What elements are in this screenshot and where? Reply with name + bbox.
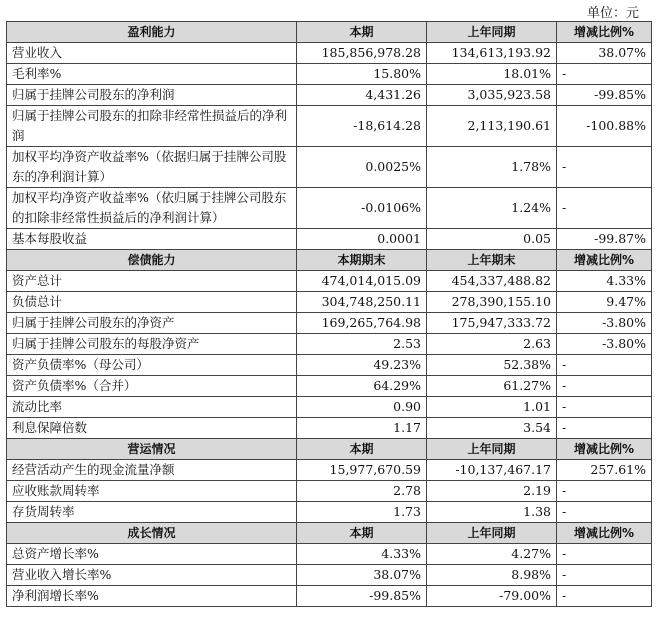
previous-value: 3.54 bbox=[427, 418, 557, 439]
row-label: 经营活动产生的现金流量净额 bbox=[7, 460, 297, 481]
change-ratio: - bbox=[557, 544, 652, 565]
change-ratio: - bbox=[557, 397, 652, 418]
previous-value: 2,113,190.61 bbox=[427, 106, 557, 147]
change-ratio: -3.80% bbox=[557, 313, 652, 334]
previous-value: 1.78% bbox=[427, 147, 557, 188]
previous-value: 1.24% bbox=[427, 188, 557, 229]
row-label: 资产总计 bbox=[7, 271, 297, 292]
change-ratio: - bbox=[557, 481, 652, 502]
previous-value: -79.00% bbox=[427, 586, 557, 607]
column-header: 上年同期 bbox=[427, 523, 557, 544]
table-body bbox=[7, 22, 652, 607]
current-value: 304,748,250.11 bbox=[297, 292, 427, 313]
table-row bbox=[7, 292, 652, 313]
table-row bbox=[7, 147, 652, 188]
change-ratio: - bbox=[557, 586, 652, 607]
current-value: 15,977,670.59 bbox=[297, 460, 427, 481]
row-label: 存货周转率 bbox=[7, 502, 297, 523]
section-header-row bbox=[7, 22, 652, 43]
change-ratio: -99.87% bbox=[557, 229, 652, 250]
previous-value: 18.01% bbox=[427, 64, 557, 85]
row-label: 基本每股收益 bbox=[7, 229, 297, 250]
table-row bbox=[7, 334, 652, 355]
change-ratio: - bbox=[557, 418, 652, 439]
row-label: 资产负债率%（母公司） bbox=[7, 355, 297, 376]
current-value: -0.0106% bbox=[297, 188, 427, 229]
change-ratio: - bbox=[557, 376, 652, 397]
table-row bbox=[7, 188, 652, 229]
column-header: 本期 bbox=[297, 523, 427, 544]
row-label: 资产负债率%（合并） bbox=[7, 376, 297, 397]
row-label: 应收账款周转率 bbox=[7, 481, 297, 502]
current-value: -18,614.28 bbox=[297, 106, 427, 147]
current-value: 0.0001 bbox=[297, 229, 427, 250]
column-header: 增减比例% bbox=[557, 523, 652, 544]
change-ratio: - bbox=[557, 565, 652, 586]
previous-value: 8.98% bbox=[427, 565, 557, 586]
table-row bbox=[7, 43, 652, 64]
change-ratio: - bbox=[557, 147, 652, 188]
column-header: 上年同期 bbox=[427, 439, 557, 460]
row-label: 营业收入 bbox=[7, 43, 297, 64]
change-ratio: 257.61% bbox=[557, 460, 652, 481]
column-header: 成长情况 bbox=[7, 523, 297, 544]
change-ratio: 38.07% bbox=[557, 43, 652, 64]
current-value: 38.07% bbox=[297, 565, 427, 586]
row-label: 加权平均净资产收益率%（依据归属于挂牌公司股东的净利润计算） bbox=[7, 147, 297, 188]
current-value: 15.80% bbox=[297, 64, 427, 85]
change-ratio: - bbox=[557, 188, 652, 229]
table-row bbox=[7, 397, 652, 418]
current-value: 2.78 bbox=[297, 481, 427, 502]
section-header-row bbox=[7, 250, 652, 271]
table-row bbox=[7, 271, 652, 292]
row-label: 归属于挂牌公司股东的净资产 bbox=[7, 313, 297, 334]
row-label: 归属于挂牌公司股东的每股净资产 bbox=[7, 334, 297, 355]
column-header: 上年同期 bbox=[427, 22, 557, 43]
previous-value: 2.19 bbox=[427, 481, 557, 502]
current-value: 1.17 bbox=[297, 418, 427, 439]
section-header-row bbox=[7, 523, 652, 544]
change-ratio: -3.80% bbox=[557, 334, 652, 355]
previous-value: 0.05 bbox=[427, 229, 557, 250]
table-row bbox=[7, 355, 652, 376]
table-row bbox=[7, 64, 652, 85]
current-value: 4,431.26 bbox=[297, 85, 427, 106]
change-ratio: - bbox=[557, 502, 652, 523]
previous-value: -10,137,467.17 bbox=[427, 460, 557, 481]
financial-indicators-table bbox=[6, 21, 652, 607]
change-ratio: - bbox=[557, 355, 652, 376]
unit-label: 单位：元 bbox=[586, 6, 639, 21]
row-label: 毛利率% bbox=[7, 64, 297, 85]
column-header: 盈利能力 bbox=[7, 22, 297, 43]
table-row bbox=[7, 502, 652, 523]
change-ratio: - bbox=[557, 64, 652, 85]
current-value: -99.85% bbox=[297, 586, 427, 607]
column-header: 上年期末 bbox=[427, 250, 557, 271]
table-row bbox=[7, 376, 652, 397]
previous-value: 4.27% bbox=[427, 544, 557, 565]
current-value: 185,856,978.28 bbox=[297, 43, 427, 64]
previous-value: 61.27% bbox=[427, 376, 557, 397]
previous-value: 134,613,193.92 bbox=[427, 43, 557, 64]
row-label: 归属于挂牌公司股东的扣除非经常性损益后的净利润 bbox=[7, 106, 297, 147]
previous-value: 175,947,333.72 bbox=[427, 313, 557, 334]
table-row bbox=[7, 313, 652, 334]
current-value: 474,014,015.09 bbox=[297, 271, 427, 292]
row-label: 利息保障倍数 bbox=[7, 418, 297, 439]
row-label: 净利润增长率% bbox=[7, 586, 297, 607]
row-label: 负债总计 bbox=[7, 292, 297, 313]
change-ratio: -99.85% bbox=[557, 85, 652, 106]
current-value: 169,265,764.98 bbox=[297, 313, 427, 334]
table-row bbox=[7, 106, 652, 147]
previous-value: 278,390,155.10 bbox=[427, 292, 557, 313]
previous-value: 3,035,923.58 bbox=[427, 85, 557, 106]
table-row bbox=[7, 229, 652, 250]
current-value: 2.53 bbox=[297, 334, 427, 355]
table-row bbox=[7, 565, 652, 586]
row-label: 流动比率 bbox=[7, 397, 297, 418]
table-row bbox=[7, 418, 652, 439]
table-row bbox=[7, 544, 652, 565]
row-label: 加权平均净资产收益率%（依归属于挂牌公司股东的扣除非经常性损益后的净利润计算） bbox=[7, 188, 297, 229]
row-label: 总资产增长率% bbox=[7, 544, 297, 565]
column-header: 增减比例% bbox=[557, 250, 652, 271]
column-header: 增减比例% bbox=[557, 439, 652, 460]
previous-value: 454,337,488.82 bbox=[427, 271, 557, 292]
column-header: 偿债能力 bbox=[7, 250, 297, 271]
current-value: 64.29% bbox=[297, 376, 427, 397]
previous-value: 1.38 bbox=[427, 502, 557, 523]
previous-value: 2.63 bbox=[427, 334, 557, 355]
column-header: 营运情况 bbox=[7, 439, 297, 460]
table-row bbox=[7, 460, 652, 481]
row-label: 营业收入增长率% bbox=[7, 565, 297, 586]
section-header-row bbox=[7, 439, 652, 460]
column-header: 本期 bbox=[297, 439, 427, 460]
table-row bbox=[7, 586, 652, 607]
current-value: 0.90 bbox=[297, 397, 427, 418]
change-ratio: 9.47% bbox=[557, 292, 652, 313]
table-row bbox=[7, 85, 652, 106]
current-value: 4.33% bbox=[297, 544, 427, 565]
previous-value: 1.01 bbox=[427, 397, 557, 418]
current-value: 49.23% bbox=[297, 355, 427, 376]
table-row bbox=[7, 481, 652, 502]
previous-value: 52.38% bbox=[427, 355, 557, 376]
column-header: 增减比例% bbox=[557, 22, 652, 43]
current-value: 1.73 bbox=[297, 502, 427, 523]
row-label: 归属于挂牌公司股东的净利润 bbox=[7, 85, 297, 106]
change-ratio: 4.33% bbox=[557, 271, 652, 292]
column-header: 本期 bbox=[297, 22, 427, 43]
change-ratio: -100.88% bbox=[557, 106, 652, 147]
column-header: 本期期末 bbox=[297, 250, 427, 271]
current-value: 0.0025% bbox=[297, 147, 427, 188]
